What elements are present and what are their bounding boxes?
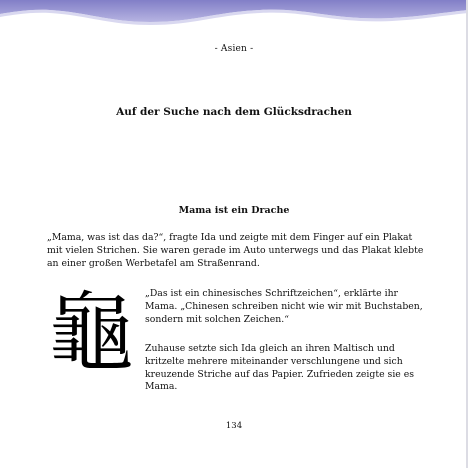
chinese-character: 龜: [48, 284, 134, 374]
paragraph-1: „Mama, was ist das da?“, fragte Ida und zeigte mit dem Finger auf ein Plakat mit vielen Strichen. Sie waren gerade im Auto unterwegs und das Plakat klebte an einer großen Werbetafel am Straßenrand.: [47, 232, 424, 269]
section-title: Mama ist ein Drache: [178, 205, 290, 216]
chapter-title: Auf der Suche nach dem Glücksdrachen: [116, 106, 352, 118]
chinese-character-image: [46, 284, 136, 374]
paragraph-3: Zuhause setzte sich Ida gleich an ihren Maltisch und kritzelte mehrere miteinander verschlungene und sich kreuzende Striche auf das Papier. Zufrieden zeigte sie es Mama.: [145, 343, 415, 393]
decorative-wave-banner: [0, 0, 468, 30]
page-number: 134: [225, 421, 243, 431]
paragraph-2: „Das ist ein chinesisches Schriftzeichen“, erklärte ihr Mama. „Chinesen schreiben nicht wie wir mit Buchstaben, sondern mit solchen Zeichen.“: [145, 288, 423, 325]
running-header: - Asien -: [214, 44, 254, 54]
